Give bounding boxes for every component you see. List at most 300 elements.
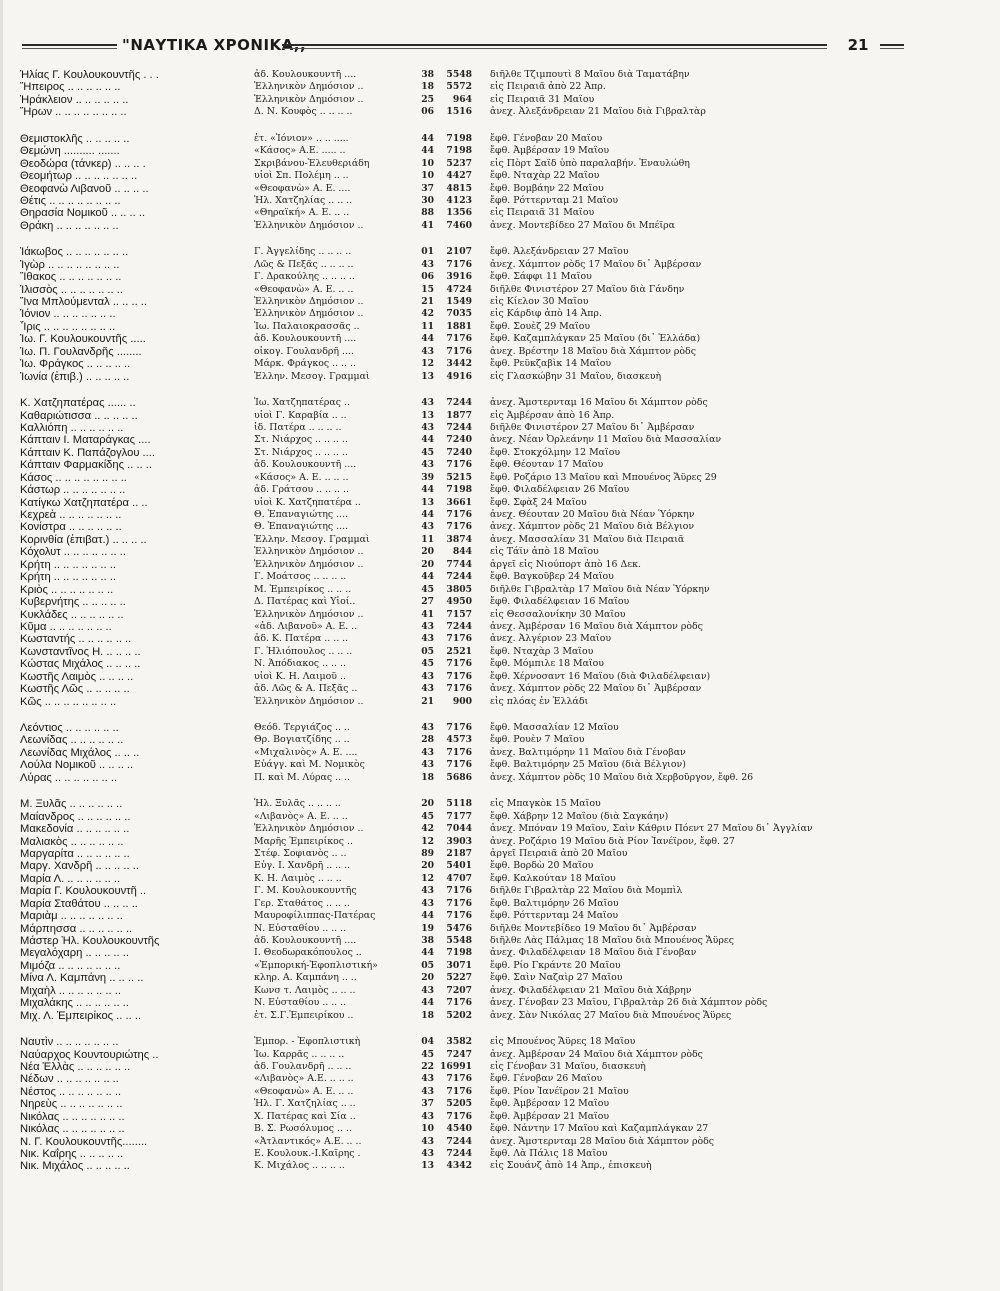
flag-code: 05 <box>421 959 434 971</box>
ship-name: Μάρπησσα .. .. .. .. .. .. <box>20 922 133 935</box>
tonnage: 7176 <box>446 997 472 1009</box>
tonnage: 7176 <box>446 1073 472 1085</box>
ship-name: Νηρεὺς .. .. .. .. .. .. .. <box>20 1098 123 1111</box>
ship-name: Μιμόζα .. .. .. .. .. .. .. <box>20 959 121 972</box>
page-header <box>22 34 904 56</box>
flag-code: 43 <box>421 1085 434 1097</box>
ship-owner: Θ. Ἐπαναγιώτης .... <box>254 509 349 520</box>
movement-note: ἔφθ. Γένοβαν 26 Μαΐου <box>490 1073 603 1085</box>
flag-code: 11 <box>421 320 434 332</box>
ship-owner: «Κάσος» Α. Ε. .. .. .. <box>254 471 349 483</box>
movement-note: εἰς Πειραιᾶ 31 Μαΐου <box>490 93 595 105</box>
movement-note: εἰς Τάϊν ἀπὸ 18 Μαΐου <box>490 546 599 558</box>
movement-note: ἀνεχ. Ἀμβέρσαν 16 Μαΐου διὰ Χάμπτον ρὸδς <box>490 620 703 632</box>
flag-code: 13 <box>421 370 434 382</box>
flag-code: 13 <box>421 1160 434 1172</box>
ship-name: Μεγαλόχαρη .. .. .. .. .. <box>20 947 129 960</box>
tonnage: 7198 <box>446 947 472 959</box>
ship-owner: «Κάσος» Α.Ε. ..... .. <box>254 145 346 157</box>
tonnage: 4427 <box>446 170 472 182</box>
ship-name: Ἰω. Φράγκος .. .. .. .. .. <box>20 358 131 371</box>
movement-note: ἔφθ. Καλκούταν 18 Μαΐου <box>490 872 616 884</box>
ship-name: Κυκλάδες .. .. .. .. .. .. <box>20 608 124 621</box>
ship-name: Κορινθία (ἐπιβατ.) .. .. .. .. <box>20 533 147 546</box>
ship-row <box>20 633 940 645</box>
ship-name: Μαριὰμ .. .. .. .. .. .. .. <box>20 910 123 923</box>
movement-note: εἰς Πειραιᾶ ἀπὸ 22 Ἀπρ. <box>490 81 606 93</box>
ship-owner: κληρ. Α. Καμπάνη .. .. <box>254 972 357 984</box>
tonnage: 7176 <box>446 521 472 533</box>
ship-row <box>20 935 940 947</box>
ship-owner: Θ. Ἐπαναγιώτης .... <box>254 521 349 533</box>
ship-name: Κώστας Μιχάλος .. .. .. .. <box>20 658 141 671</box>
flag-code: 44 <box>421 333 434 345</box>
ship-owner: Θρ. Βογιατζίδης .. .. <box>254 734 350 746</box>
ship-row <box>20 69 940 81</box>
ship-row <box>20 947 940 959</box>
ship-name: Ἰω. Γ. Κουλουκουντῆς ..... <box>20 333 146 346</box>
ship-name: Κυβερνήτης .. .. .. .. .. <box>20 596 126 609</box>
ship-owner: ἰδ. Πατέρα .. .. .. .. <box>254 421 342 433</box>
movement-note: εἰς Μπαγκὸκ 15 Μαΐου <box>490 798 601 810</box>
ship-owner: «Λιβανὸς» Α. Ε. .. .. <box>254 810 348 822</box>
movement-note: ἔφθ. Φιλαδέλφειαν 16 Μαΐου <box>490 596 630 608</box>
movement-note: ἔφθ. Φιλαδέλφειαν 26 Μαΐου <box>490 484 630 496</box>
flag-code: 37 <box>421 1098 434 1110</box>
flag-code: 45 <box>421 583 434 595</box>
flag-code: 42 <box>421 823 434 835</box>
ship-owner: υἱοὶ Γ. Καραβία .. .. <box>254 409 347 421</box>
ship-owner: ἀδ. Κ. Πατέρα .. .. .. <box>254 633 349 645</box>
tonnage: 5401 <box>446 860 472 872</box>
flag-code: 15 <box>421 283 434 295</box>
flag-code: 42 <box>421 308 434 320</box>
ship-name: Λεωνίδας .. .. .. .. .. .. <box>20 734 124 747</box>
ship-row <box>20 220 940 232</box>
ship-name: Ἥρων .. .. .. .. .. .. .. .. <box>20 106 127 119</box>
ship-row <box>20 484 940 496</box>
ship-owner: Γ. Μ. Κουλουκουντῆς <box>254 885 357 897</box>
tonnage: 4950 <box>446 596 472 608</box>
tonnage: 5205 <box>446 1098 472 1110</box>
ship-row <box>20 1136 940 1148</box>
ship-name: Ἴθακος .. .. .. .. .. .. .. <box>20 271 122 284</box>
ship-name: Ἰόνιον .. .. .. .. .. .. .. <box>20 308 116 321</box>
movement-note: ἔφθ. Θέουταν 17 Μαΐου <box>490 459 604 471</box>
ship-name: Λύρας .. .. .. .. .. .. .. <box>20 771 118 784</box>
movement-note: ἀνεχ. Σὰν Νικόλας 27 Μαΐου διὰ Μπουένος Ἄϋρες <box>490 1009 732 1021</box>
tonnage: 7176 <box>446 746 472 758</box>
tonnage: 5202 <box>446 1009 472 1021</box>
flag-code: 43 <box>421 759 434 771</box>
ship-name: Κάπταιν Κ. Παπάζογλου .... <box>20 446 155 459</box>
ship-row <box>20 823 940 835</box>
ship-name: Μαλιακὸς .. .. .. .. .. .. <box>20 835 124 848</box>
tonnage: 7035 <box>446 308 472 320</box>
ship-name: Κάπταιν Ι. Ματαράγκας .... <box>20 434 151 447</box>
tonnage: 7044 <box>446 823 472 835</box>
tonnage: 4916 <box>446 370 472 382</box>
tonnage: 7240 <box>446 446 472 458</box>
ship-row <box>20 997 940 1009</box>
movement-note: ἀνεχ. Ἀλεξάνδρειαν 21 Μαΐου διὰ Γιβραλτὰρ <box>490 106 706 118</box>
ship-name: Μίνα Λ. Καμπάνη .. .. .. .. <box>20 972 144 985</box>
movement-note: ἔφθ. Ρουὲν 7 Μαΐου <box>490 734 585 746</box>
movement-note: ἔφθ. Βαλτιμόρην 25 Μαΐου (διὰ Βέλγιον) <box>490 759 686 771</box>
ship-owner: Σκριβάνου-Ἐλευθεριάδη <box>254 157 370 169</box>
ship-name: Καθαριώτισσα .. .. .. .. .. <box>20 409 138 422</box>
tonnage: 7244 <box>446 571 472 583</box>
movement-note: ἔφθ. Ρίο Γκράντε 20 Μαΐου <box>490 959 621 971</box>
ship-owner: Ἑλληνικὸν Δημόσιον .. <box>254 558 364 570</box>
ship-row <box>20 497 940 509</box>
flag-code: 43 <box>421 683 434 695</box>
ship-owner: Κ. Η. Λαιμὸς .. .. .. <box>254 872 342 884</box>
flag-code: 12 <box>421 835 434 847</box>
tonnage: 7198 <box>446 145 472 157</box>
ship-row <box>20 1036 940 1048</box>
flag-code: 43 <box>421 897 434 909</box>
tonnage: 5572 <box>446 81 472 93</box>
tonnage: 3661 <box>446 496 472 508</box>
movement-note: ἔφθ. Ρόττερνταμ 24 Μαΐου <box>490 910 619 922</box>
movement-note: ἔφθ. Σουὲζ 29 Μαΐου <box>490 320 591 332</box>
ship-name: Κωστῆς Λαιμὸς .. .. .. .. <box>20 670 134 683</box>
flag-code: 12 <box>421 872 434 884</box>
ship-owner: «Θεοφανὼ» Α. Ε. .. .. <box>254 1085 354 1097</box>
ship-name: Θηρασία Νομικοῦ .. .. .. .. <box>20 207 146 220</box>
ship-owner: ἀδ. Κουλουκουντῆ .... <box>254 935 357 946</box>
ship-name: Κ. Χατζηπατέρας ...... .. <box>20 397 136 410</box>
flag-code: 06 <box>421 271 434 283</box>
movement-note: ἔφθ. Σάφφι 11 Μαΐου <box>490 271 592 283</box>
ship-group <box>20 246 940 383</box>
ship-name: Ἰάκωβος .. .. .. .. .. .. .. <box>20 246 129 259</box>
ship-owner: Δ. Ν. Κουφὸς .. .. .. .. <box>254 106 353 118</box>
tonnage: 7176 <box>446 345 472 357</box>
ship-name: Θεμώνη .......... ....... <box>20 145 120 158</box>
flag-code: 43 <box>421 633 434 645</box>
ship-name: Λεωνίδας Μιχάλος .. .. .. <box>20 746 140 759</box>
flag-code: 44 <box>421 947 434 959</box>
flag-code: 01 <box>421 246 434 258</box>
tonnage: 7176 <box>446 459 472 471</box>
ship-row <box>20 271 940 283</box>
movement-note: εἰς Πὸρτ Σαΐδ ὑπὸ παραλαβήν. Ἐναυλώθη <box>490 157 690 169</box>
ship-row <box>20 1111 940 1123</box>
flag-code: 04 <box>421 1036 434 1048</box>
movement-note: ἀνεχ. Χάμπτον ρὸδς 10 Μαΐου διὰ Χερβοῦργον, ἔφθ. 26 <box>490 771 754 783</box>
ship-row <box>20 646 940 658</box>
movement-note: διῆλθε Λὰς Πάλμας 18 Μαΐου διὰ Μπουένος Ἄϋρες <box>490 935 734 946</box>
tonnage: 7198 <box>446 132 472 144</box>
ship-row <box>20 734 940 746</box>
movement-note: ἔφθ. Γένοβαν 20 Μαΐου <box>490 132 603 144</box>
tonnage: 7176 <box>446 722 472 733</box>
ship-owner: «Μιχαλινὸς» Α. Ε. .... <box>254 746 358 758</box>
ship-name: Μ. Ξυλᾶς .. .. .. .. .. .. <box>20 798 123 811</box>
ship-name: Κωστῆς Λῶς .. .. .. .. .. <box>20 683 130 696</box>
ship-row <box>20 534 940 546</box>
ship-row <box>20 158 940 170</box>
tonnage: 1881 <box>446 320 472 332</box>
movement-note: διῆλθε Γιβραλτὰρ 17 Μαΐου διὰ Νέαν Ὑόρκην <box>490 583 710 595</box>
ship-name: Ἡράκλειον .. .. .. .. .. .. <box>20 93 129 106</box>
ship-name: Θεοφανὼ Λιβανοῦ .. .. .. .. <box>20 182 149 195</box>
ship-row <box>20 658 940 670</box>
ship-row <box>20 559 940 571</box>
ship-owner: Θεόδ. Τεργιάζος .. .. <box>254 722 350 733</box>
flag-code: 45 <box>421 658 434 670</box>
tonnage: 900 <box>452 695 472 707</box>
ship-row <box>20 308 940 320</box>
ship-owner: Ἰω. Παλαιοκρασσᾶς .. <box>254 320 360 332</box>
flag-code: 43 <box>421 1148 434 1159</box>
ship-name: Νικ. Καΐρης .. .. .. .. .. <box>20 1148 124 1160</box>
flag-code: 43 <box>421 885 434 897</box>
movement-note: ἀνεχ. Μοντεβίδεο 27 Μαΐου δι Μπέϊρα <box>490 219 676 231</box>
ship-owner: ἑτ. Σ.Γ.Ἐμπειρίκου .. <box>254 1009 354 1021</box>
ship-row <box>20 145 940 157</box>
ship-name: Νέα Ἑλλὰς .. .. .. .. .. .. <box>20 1060 131 1073</box>
ship-group <box>20 397 940 708</box>
header-rule-middle-thin <box>282 48 827 49</box>
ship-owner: Ἑλληνικὸν Δημόσιον .. <box>254 219 364 231</box>
tonnage: 7176 <box>446 683 472 695</box>
ship-name: Ἰγὼρ .. .. .. .. .. .. .. .. <box>20 258 120 271</box>
ship-row <box>20 596 940 608</box>
tonnage: 4573 <box>446 734 472 746</box>
movement-note: ἀνεχ. Χάμπτον ρὸδς 17 Μαΐου δι᾽ Ἀμβέρσαν <box>490 258 702 270</box>
ship-row <box>20 246 940 258</box>
ship-name: Νέστος .. .. .. .. .. .. .. <box>20 1085 122 1098</box>
ship-name: Θράκη .. .. .. .. .. .. .. <box>20 219 119 232</box>
ship-row <box>20 521 940 533</box>
ship-owner: Ἑλληνικὸν Δημόσιον .. <box>254 308 364 320</box>
ship-row <box>20 972 940 984</box>
ship-name: Μαργ. Χανδρῆ .. .. .. .. .. <box>20 860 139 873</box>
ship-row <box>20 296 940 308</box>
movement-note: εἰς Σουάνζ ἀπὸ 14 Ἀπρ., ἐπισκευὴ <box>490 1160 652 1172</box>
flag-code: 05 <box>421 645 434 657</box>
ship-row <box>20 284 940 296</box>
ship-row <box>20 133 940 145</box>
ship-name: Μάστερ Ἡλ. Κουλουκουντῆς <box>20 935 160 947</box>
flag-code: 44 <box>421 145 434 157</box>
ship-name: Μιχαλάκης .. .. .. .. .. .. <box>20 997 129 1010</box>
ship-owner: «Ἐμπορική-Ἐφοπλιστική» <box>254 959 378 971</box>
movement-note: ἀνεχ. Βρέστην 18 Μαΐου διὰ Χάμπτον ρὸδς <box>490 345 696 357</box>
flag-code: 43 <box>421 521 434 533</box>
flag-code: 25 <box>421 93 434 105</box>
movement-note: ἔφθ. Νταχὰρ 3 Μαΐου <box>490 645 594 657</box>
movement-note: διῆλθε Μοντεβίδεο 19 Μαΐου δι᾽ Ἀμβέρσαν <box>490 922 697 934</box>
movement-note: εἰς Ἀμβέρσαν ἀπὸ 16 Ἀπρ. <box>490 409 615 421</box>
tonnage: 7176 <box>446 897 472 909</box>
movement-note: εἰς Θεσσαλονίκην 30 Μαΐου <box>490 608 626 620</box>
flag-code: 44 <box>421 571 434 583</box>
flag-code: 43 <box>421 746 434 758</box>
flag-code: 18 <box>421 81 434 93</box>
movement-note: ἀνεχ. Θέουταν 20 Μαΐου διὰ Νέαν Ὑόρκην <box>490 509 695 520</box>
flag-code: 21 <box>421 296 434 307</box>
flag-code: 30 <box>421 194 434 206</box>
ship-name: Θεμιστοκλῆς .. .. .. .. .. <box>20 132 130 145</box>
flag-code: 12 <box>421 358 434 370</box>
ship-owner: Ι. Θεοδωρακόπουλος .. <box>254 947 362 959</box>
movement-note: διῆλθε Τζιμπουτὶ 8 Μαΐου διὰ Ταματάβην <box>490 69 690 80</box>
ship-owner: Ἑλληνικὸν Δημόσιον .. <box>254 823 364 835</box>
ship-owner: Γ. Ἡλιόπουλος .. .. .. <box>254 645 353 657</box>
ship-row <box>20 434 940 446</box>
ship-owner: «Θηραϊκή» Α. Ε. .. .. <box>254 207 350 219</box>
ship-name: Μαίανδρος .. .. .. .. .. .. <box>20 810 131 823</box>
ship-row <box>20 1148 940 1160</box>
ship-name: Κωνσταντῖνος Η. .. .. .. .. <box>20 645 141 658</box>
ship-name: Λούλα Νομικοῦ .. .. .. .. <box>20 759 134 772</box>
ship-row <box>20 772 940 784</box>
flag-code: 13 <box>421 496 434 508</box>
movement-note: ἔφθ. Ρεϋκζαβὶκ 14 Μαΐου <box>490 358 612 370</box>
flag-code: 38 <box>421 935 434 946</box>
ship-owner: Ἑλληνικὸν Δημόσιον .. <box>254 546 364 558</box>
movement-note: ἔφθ. Ἀμβέρσαν 19 Μαΐου <box>490 145 610 157</box>
tonnage: 7176 <box>446 333 472 345</box>
page-edge <box>0 0 3 1291</box>
movement-note: ἔφθ. Μόμπιλε 18 Μαΐου <box>490 658 605 670</box>
flag-code: 27 <box>421 596 434 608</box>
ship-row <box>20 860 940 872</box>
tonnage: 5227 <box>446 972 472 984</box>
movement-note: ἀνεχ. Φιλαδέλφειαν 18 Μαΐου διὰ Γένοβαν <box>490 947 697 959</box>
movement-note: εἰς Κάρδιφ ἀπὸ 14 Ἀπρ. <box>490 308 602 320</box>
ship-owner: Μάρκ. Φράγκος .. .. .. <box>254 358 356 370</box>
ship-row <box>20 472 940 484</box>
movement-note: ἔφθ. Σφὰξ 24 Μαΐου <box>490 496 587 508</box>
ship-row <box>20 333 940 345</box>
ship-row <box>20 546 940 558</box>
tonnage: 4724 <box>446 283 472 295</box>
ship-owner: Β. Σ. Ρωσόλυμος .. .. <box>254 1123 352 1135</box>
ship-row <box>20 836 940 848</box>
ship-owner: Ν. Εὐσταθίου .. .. .. <box>254 997 347 1009</box>
ship-row <box>20 923 940 935</box>
movement-note: ἀνεχ. Γένοβαν 23 Μαΐου, Γιβραλτὰρ 26 διὰ Χάμπτον ρὸδς <box>490 997 768 1009</box>
ship-name: Θεοδώρα (τάνκερ) .. .. .. . <box>20 157 146 170</box>
ship-owner: Χ. Πατέρας καὶ Σία .. <box>254 1110 356 1122</box>
tonnage: 1356 <box>446 207 472 219</box>
tonnage: 4123 <box>446 194 472 206</box>
ship-row <box>20 422 940 434</box>
flag-code: 13 <box>421 409 434 421</box>
tonnage: 3582 <box>446 1036 472 1048</box>
ship-row <box>20 94 940 106</box>
ship-row <box>20 170 940 182</box>
ship-owner: ἀδ. Γράτσου .. .. .. .. <box>254 484 349 496</box>
flag-code: 43 <box>421 1135 434 1147</box>
ship-owner: Εὐγ. Ι. Χανδρῆ .. .. .. <box>254 860 351 872</box>
movement-note: ἀνεχ. Φιλαδέλφειαν 21 Μαΐου διὰ Χάβρην <box>490 984 692 996</box>
movement-note: διῆλθε Γιβραλτὰρ 22 Μαΐου διὰ Μομπὶλ <box>490 885 683 897</box>
ship-owner: Ἑλληνικὸν Δημόσιον .. <box>254 608 364 620</box>
ship-owner: Ε. Κουλουκ.-Ι.Καΐρης . <box>254 1148 361 1159</box>
ship-owner: Γ. Δρακούλης .. .. .. .. <box>254 271 355 283</box>
ship-name: Μιχαὴλ .. .. .. .. .. .. .. <box>20 984 121 997</box>
ship-owner: ἀδ. Λῶς & Α. Πεξᾶς .. <box>254 683 358 695</box>
flag-code: 43 <box>421 459 434 471</box>
movement-note: ἔφθ. Χάβρην 12 Μαΐου (διὰ Σαγκάην) <box>490 810 669 822</box>
ship-owner: ἑτ. «Ἰόνιον» .. .. ..... <box>254 132 349 144</box>
flag-code: 20 <box>421 546 434 558</box>
flag-code: 43 <box>421 258 434 270</box>
movement-note: ἔφθ. Στοκχόλμην 12 Μαΐου <box>490 446 621 458</box>
movement-note: ἀνεχ. Ἄμστερνταμ 28 Μαΐου διὰ Χάμπτον ρὸδς <box>490 1135 715 1147</box>
ship-row <box>20 1010 940 1022</box>
movement-note: ἔφθ. Νάντην 17 Μαΐου καὶ Καζαμπλάγκαν 27 <box>490 1123 709 1135</box>
movement-note: ἔφθ. Ἀμβέρσαν 12 Μαΐου <box>490 1098 610 1110</box>
ship-name: Μαρία Γ. Κουλουκουντῆ .. <box>20 885 147 898</box>
flag-code: 43 <box>421 620 434 632</box>
tonnage: 3874 <box>446 533 472 545</box>
header-rule-right <box>880 44 904 46</box>
tonnage: 7460 <box>446 219 472 231</box>
flag-code: 06 <box>421 106 434 118</box>
movement-note: ἔφθ. Ρόττερνταμ 21 Μαΐου <box>490 194 619 206</box>
flag-code: 20 <box>421 798 434 810</box>
flag-code: 43 <box>421 397 434 409</box>
flag-code: 19 <box>421 922 434 934</box>
ship-row <box>20 259 940 271</box>
ship-name: Κατίγκω Χατζηπατέρα .. .. <box>20 496 148 509</box>
ship-row <box>20 106 940 118</box>
flag-code: 44 <box>421 997 434 1009</box>
ship-owner: υἱοὶ Κ. Χατζηπατέρα .. <box>254 496 361 508</box>
ship-owner: Εὐάγγ. καὶ Μ. Νομικὸς <box>254 759 365 771</box>
ship-name: Ἰωνία (ἐπιβ.) .. .. .. .. .. <box>20 370 130 383</box>
ship-row <box>20 81 940 93</box>
flag-code: 43 <box>421 722 434 733</box>
ship-name: Κωσταντής .. .. .. .. .. .. <box>20 633 132 646</box>
ship-name: Νικ. Μιχάλος .. .. .. .. .. <box>20 1160 130 1173</box>
flag-code: 20 <box>421 972 434 984</box>
ship-owner: Γερ. Σταθάτος .. .. .. <box>254 897 350 909</box>
ship-name: Κρήτη .. .. .. .. .. .. .. <box>20 558 116 571</box>
ship-row <box>20 183 940 195</box>
ship-name: Κῦμα .. .. .. .. .. .. .. <box>20 620 112 633</box>
ship-row <box>20 960 940 972</box>
flag-code: 11 <box>421 533 434 545</box>
ship-group <box>20 133 940 233</box>
tonnage: 5215 <box>446 471 472 483</box>
tonnage: 7176 <box>446 885 472 897</box>
ship-owner: Μαρῆς Ἐμπειρίκος .. <box>254 835 353 847</box>
ship-row <box>20 509 940 521</box>
ship-owner: «ἀδ. Λιβανοῦ» Α. Ε. .. <box>254 620 358 632</box>
ship-name: Νικόλας .. .. .. .. .. .. .. <box>20 1123 125 1136</box>
ship-name: Νέδων .. .. .. .. .. .. .. <box>20 1073 119 1086</box>
ship-owner: Στ. Νιάρχος .. .. .. .. <box>254 446 348 458</box>
ship-owner: Ἑλλην. Μεσογ. Γραμμαὶ <box>254 533 370 545</box>
flag-code: 43 <box>421 421 434 433</box>
header-rule-left <box>22 44 117 46</box>
flag-code: 21 <box>421 695 434 707</box>
tonnage: 7176 <box>446 509 472 520</box>
movement-note: ἀνεχ. Χάμπτον ρὸδς 22 Μαΐου δι᾽ Ἀμβέρσαν <box>490 683 702 695</box>
ship-row <box>20 873 940 885</box>
movement-note: ἔφθ. Βαλτιμόρην 26 Μαΐου <box>490 897 619 909</box>
movement-note: ἔφθ. Ἀμβέρσαν 21 Μαΐου <box>490 1110 610 1122</box>
ship-row <box>20 459 940 471</box>
